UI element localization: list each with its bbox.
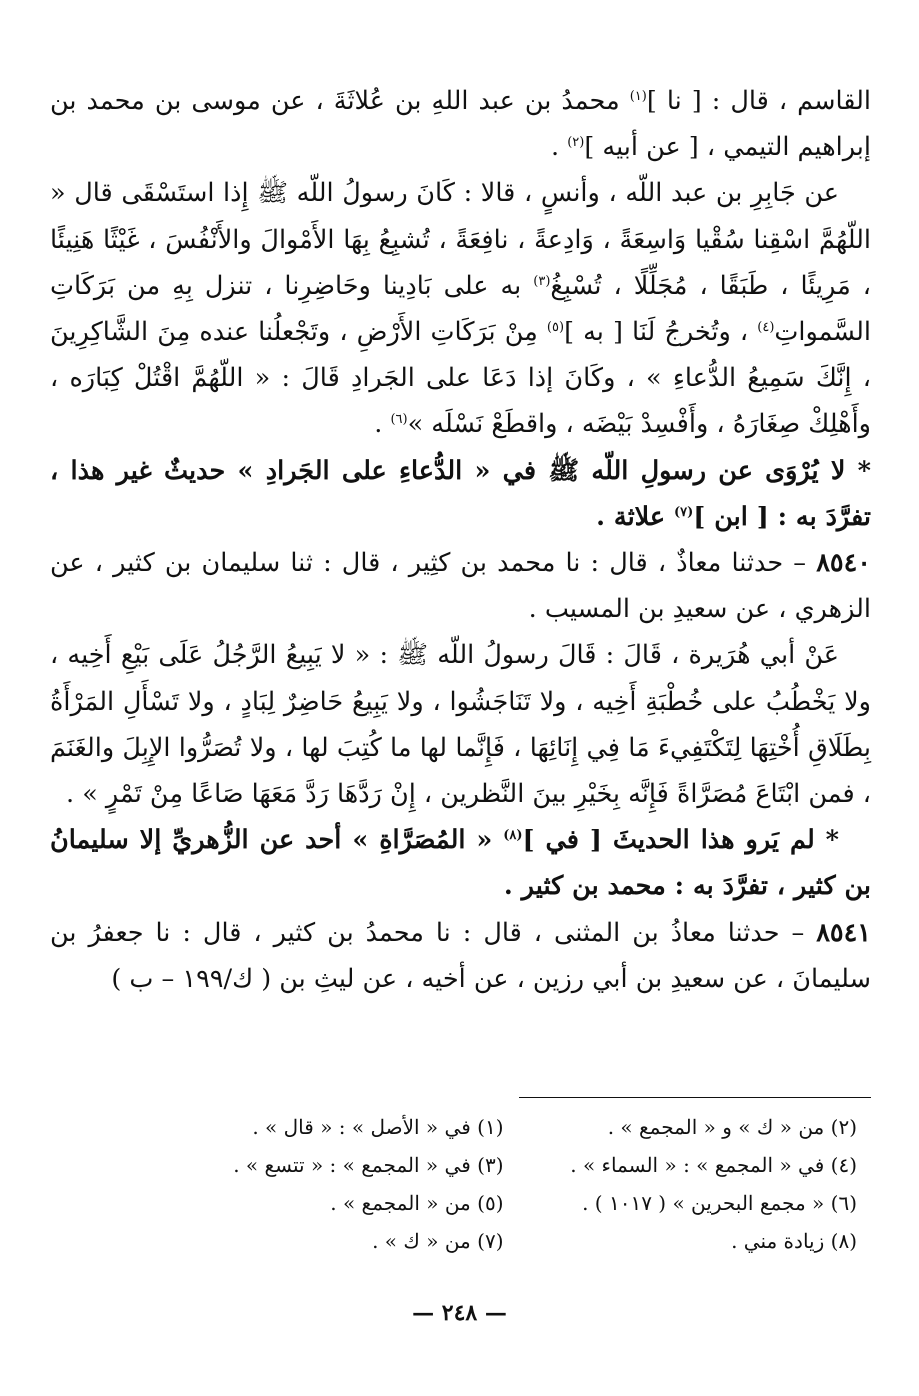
footnote-5 bbox=[210, 1184, 504, 1222]
footnote-text: من « ك » و « المجمع » . bbox=[607, 1115, 825, 1139]
text-run: لا يُرْوَى عن رسولِ اللّه ﷺ في « الدُّعاءِ على الجَرادِ » حديثٌ غير هذا ، تفرَّدَ به : [ ابن ] bbox=[50, 455, 871, 532]
footnote-number: (٦) bbox=[830, 1191, 857, 1215]
main-text bbox=[50, 78, 871, 1002]
text-run: به على بَادِينا وحَاضِرِنا ، تنزل بِهِ من بَرَكَاتِ السَّمواتِ bbox=[50, 270, 871, 348]
text-run: علاثة . bbox=[596, 501, 674, 532]
footnote-ref[interactable]: (٣) bbox=[533, 273, 551, 289]
footnote-number: (٧) bbox=[477, 1229, 504, 1253]
footnote-separator bbox=[519, 1097, 871, 1098]
paragraph-hadith-text bbox=[50, 632, 871, 817]
footnote-number: (٢) bbox=[830, 1115, 857, 1139]
text-run: مِنْ بَرَكَاتِ الأَرْضِ ، وتَجْعلُنا عنده مِنَ الشَّاكِرِينَ ، إِنَّكَ سَمِيعُ الدُّعاءِ » ، وكَانَ إذا دَعَا على الجَرادِ قَالَ : « اللّهُمَّ اقْتُلْ كِبَارَه ، وأَهْلِكْ صِغَارَهُ ، وأَفْسِدْ بَيْضَه ، واقطَعْ نَسْلَه » bbox=[50, 317, 871, 440]
footnote-text: في « المجمع » : « تتسع » . bbox=[233, 1153, 471, 1177]
footnote-7 bbox=[210, 1222, 504, 1260]
footnote-4 bbox=[564, 1146, 858, 1184]
text-run: – حدثنا معاذُ بن المثنى ، قال : نا محمدُ بن كثير ، قال : نا جعفرُ بن سليمانَ ، عن سعيدِ بن أبي رزين ، عن أخيه ، عن ليثِ بن ( ك/١٩٩ – ب ) bbox=[50, 917, 871, 994]
footnote-number: (١) bbox=[477, 1115, 504, 1139]
text-run: « المُصَرَّاةِ » أحد عن الزُّهريِّ إلا سليمانُ بن كثير ، تفرَّدَ به : محمد بن كثير . bbox=[50, 825, 871, 902]
text-run: عن جَابِرِ بن عبد اللّه ، وأنسٍ ، قالا : كَانَ رسولُ اللّه ﷺ إِذا استَسْقَى قال « اللّهُمَّ اسْقِنا سُقْيا وَاسِعَةً ، وَادِعةً ، نافِعَةً ، تُشبِعُ بِهَا الأَمْوالَ والأَنْفُسَ ، غَيْثًا هَنِيئًا ، مَرِيئًا ، طَبَقًا ، مُجَلِّلًا ، تُسْبِغُ bbox=[50, 178, 871, 301]
footnote-ref[interactable]: (٦) bbox=[390, 412, 408, 428]
paragraph-commentary-2 bbox=[50, 817, 871, 909]
footnote-text: « مجمع البحرين » ( ١٠١٧ ) . bbox=[582, 1191, 825, 1215]
text-run: القاسم ، قال : [ نا ] bbox=[646, 86, 871, 116]
footnote-ref[interactable]: (٤) bbox=[757, 320, 775, 336]
footnote-ref[interactable]: (٥) bbox=[546, 320, 565, 336]
footnote-3 bbox=[210, 1146, 504, 1184]
paragraph-commentary-1 bbox=[50, 448, 871, 540]
footnote-text: من « المجمع » . bbox=[330, 1191, 471, 1215]
footnote-ref[interactable]: (٧) bbox=[673, 504, 694, 520]
hadith-number: ٨٥٤٠ bbox=[816, 548, 871, 579]
footnote-number: (٣) bbox=[477, 1153, 504, 1177]
star-icon: * bbox=[825, 825, 839, 856]
footnote-ref[interactable]: (٢) bbox=[567, 135, 585, 151]
footnote-text: من « ك » . bbox=[372, 1229, 471, 1253]
footnote-number: (٥) bbox=[477, 1191, 504, 1215]
footnotes bbox=[210, 1108, 857, 1260]
footnote-text: في « المجمع » : « السماء » . bbox=[570, 1153, 825, 1177]
footnote-6 bbox=[564, 1184, 858, 1222]
text-run: لم يَرو هذا الحديثَ [ في ] bbox=[522, 825, 826, 856]
footnote-1 bbox=[210, 1108, 504, 1146]
text-run: – حدثنا معاذٌ ، قال : نا محمد بن كثِير ، قال : ثنا سليمان بن كثير ، عن الزهري ، عن سعيدِ بن المسيب . bbox=[50, 548, 871, 625]
paragraph-hadith-8541 bbox=[50, 910, 871, 1002]
footnote-number: (٤) bbox=[830, 1153, 857, 1177]
paragraph-hadith-8540 bbox=[50, 540, 871, 632]
paragraph-hadith-istisqa bbox=[50, 170, 871, 447]
text-run: محمدُ بن عبد اللهِ بن عُلاثَةَ ، عن موسى بن محمد بن إبراهيم التيمي ، [ عن أبيه ] bbox=[50, 86, 871, 163]
text-run: عَنْ أبي هُرَيرة ، قَالَ : قَالَ رسولُ اللّه ﷺ : « لا يَبِيعُ الرَّجُلُ عَلَى بَيْعِ أَخِيه ، ولا يَخْطُبُ على خُطْبَةِ أَخِيه ، ولا تَنَاجَشُوا ، ولا يَبِيعُ حَاضِرٌ لِبَادٍ ، ولا تَسْأَلِ المَرْأَةُ بِطَلَاقِ أُخْتِهَا لِتَكْتَفِيءَ مَا فِي إِنَائِهَا ، فَإِنَّما لها ما كُتِبَ لها ، ولا تُصَرُّوا الإِبِلَ والغَنَمَ ، فمن ابْتَاعَ مُصَرَّاةً فَإِنَّه بِخَيْرِ بينَ النَّظرين ، إِنْ رَدَّهَا رَدَّ مَعَهَا صَاعًا مِنْ تَمْرٍ » . bbox=[50, 640, 871, 810]
footnote-8 bbox=[564, 1222, 858, 1260]
footnote-text: زيادة مني . bbox=[731, 1229, 825, 1253]
hadith-number: ٨٥٤١ bbox=[816, 917, 871, 948]
footnote-ref[interactable]: (١) bbox=[629, 89, 647, 104]
page-number: — ٢٤٨ — bbox=[412, 1300, 507, 1326]
paragraph-chain-continuation bbox=[50, 78, 871, 170]
star-icon: * bbox=[857, 455, 871, 486]
footnote-number: (٨) bbox=[830, 1229, 857, 1253]
text-run: . bbox=[551, 132, 568, 163]
footnote-2 bbox=[564, 1108, 858, 1146]
footnote-ref[interactable]: (٨) bbox=[503, 828, 523, 844]
footnote-text: في « الأصل » : « قال » . bbox=[252, 1115, 471, 1139]
text-run: . bbox=[374, 409, 391, 440]
text-run: ، وتُخرجُ لَنَا [ به ] bbox=[564, 317, 758, 348]
